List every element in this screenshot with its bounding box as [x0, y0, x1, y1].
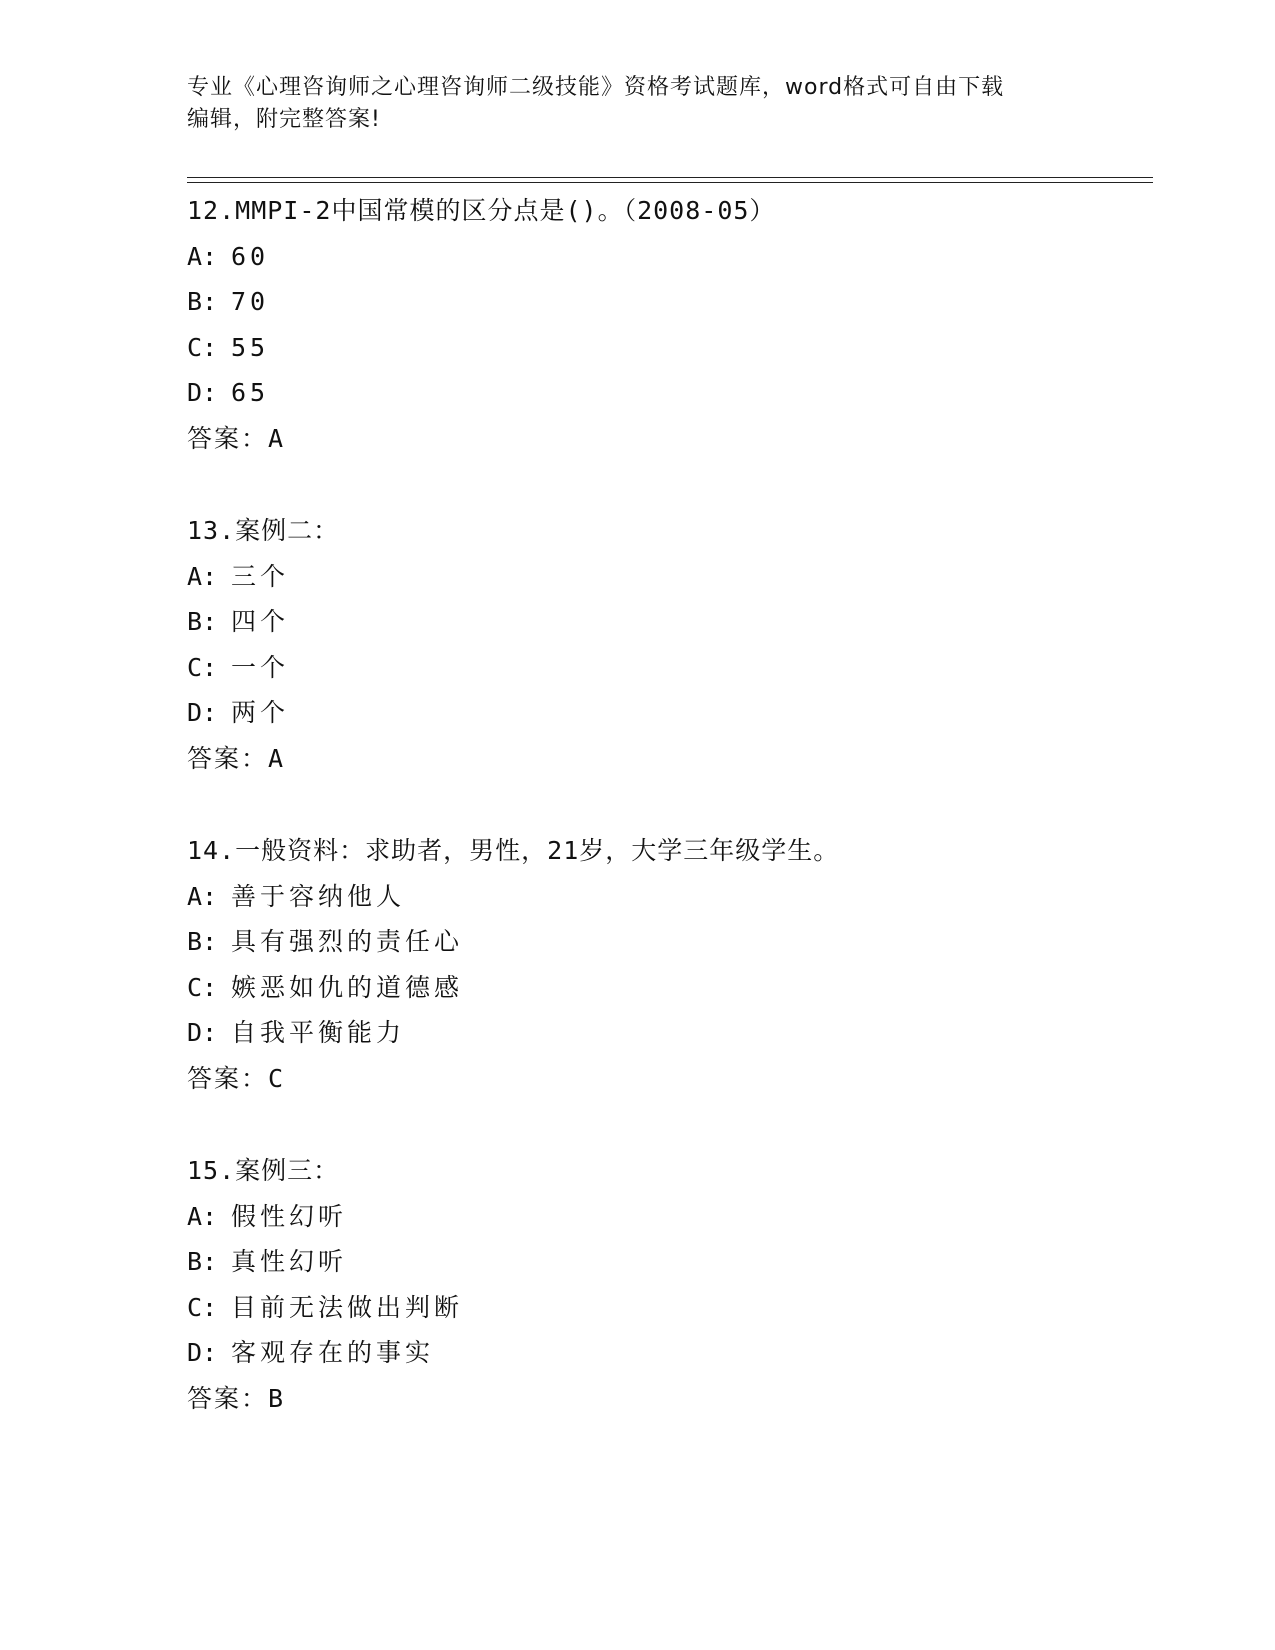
answer-value: A: [268, 743, 284, 773]
question-title: 14.一般资料：求助者，男性，21岁，大学三年级学生。: [187, 836, 840, 865]
option-key: B:: [187, 287, 218, 316]
option-b: [187, 599, 1147, 645]
option-d: [187, 1010, 1147, 1056]
header-divider-top: [187, 177, 1153, 178]
answer: [187, 1376, 1147, 1422]
option-key: D:: [187, 1018, 218, 1047]
question-title: 12.MMPI-2中国常模的区分点是()。（2008-05）: [187, 196, 776, 225]
option-key: B:: [187, 607, 218, 636]
option-key: C:: [187, 652, 218, 682]
option-b: [187, 1239, 1147, 1285]
option-text: 三个: [231, 561, 290, 591]
document-header: [187, 72, 1087, 136]
option-text: 善于容纳他人: [231, 881, 406, 911]
option-c: [187, 325, 1147, 371]
answer: [187, 736, 1147, 782]
option-key: D:: [187, 698, 218, 727]
option-text: 客观存在的事实: [231, 1338, 435, 1367]
option-a: [187, 874, 1147, 920]
option-key: C:: [187, 1292, 218, 1322]
option-key: A:: [187, 1201, 218, 1231]
answer-value: A: [268, 423, 284, 453]
question-13: [187, 508, 1147, 781]
option-text: 嫉恶如仇的道德感: [231, 972, 464, 1002]
option-key: B:: [187, 927, 218, 956]
option-text: 70: [231, 287, 270, 316]
option-text: 假性幻听: [231, 1201, 348, 1231]
option-d: [187, 690, 1147, 736]
option-b: [187, 279, 1147, 325]
option-d: [187, 1330, 1147, 1376]
option-key: C:: [187, 972, 218, 1002]
option-text: 60: [231, 241, 270, 271]
question-15: [187, 1148, 1147, 1421]
answer-label: 答案：: [187, 1063, 269, 1093]
header-line-1: 专业《心理咨询师之心理咨询师二级技能》资格考试题库，word格式可自由下载: [187, 75, 1005, 100]
answer: [187, 416, 1147, 462]
option-c: [187, 965, 1147, 1011]
answer-value: B: [268, 1383, 284, 1413]
option-text: 两个: [231, 698, 290, 727]
header-divider-bottom: [187, 182, 1153, 183]
option-key: A:: [187, 561, 218, 591]
answer: [187, 1056, 1147, 1102]
option-key: D:: [187, 1338, 218, 1367]
answer-label: 答案：: [187, 743, 269, 773]
option-a: [187, 234, 1147, 280]
option-key: A:: [187, 881, 218, 911]
option-c: [187, 645, 1147, 691]
option-text: 具有强烈的责任心: [231, 927, 464, 956]
option-d: [187, 370, 1147, 416]
option-a: [187, 554, 1147, 600]
option-c: [187, 1285, 1147, 1331]
question-title: 15.案例三：: [187, 1156, 340, 1185]
answer-label: 答案：: [187, 1383, 269, 1413]
question-14: [187, 828, 1147, 1101]
option-key: A:: [187, 241, 218, 271]
option-key: B:: [187, 1247, 218, 1276]
option-b: [187, 919, 1147, 965]
option-text: 真性幻听: [231, 1247, 348, 1276]
option-key: C:: [187, 332, 218, 362]
header-line-2: 编辑，附完整答案!: [187, 107, 381, 132]
option-a: [187, 1194, 1147, 1240]
question-title: 13.案例二：: [187, 516, 340, 545]
option-text: 自我平衡能力: [231, 1018, 406, 1047]
option-text: 65: [231, 378, 270, 407]
option-text: 目前无法做出判断: [231, 1292, 464, 1322]
option-key: D:: [187, 378, 218, 407]
option-text: 四个: [231, 607, 290, 636]
option-text: 55: [231, 332, 270, 362]
answer-label: 答案：: [187, 423, 269, 453]
option-text: 一个: [231, 652, 290, 682]
answer-value: C: [268, 1063, 284, 1093]
question-12: [187, 188, 1147, 461]
